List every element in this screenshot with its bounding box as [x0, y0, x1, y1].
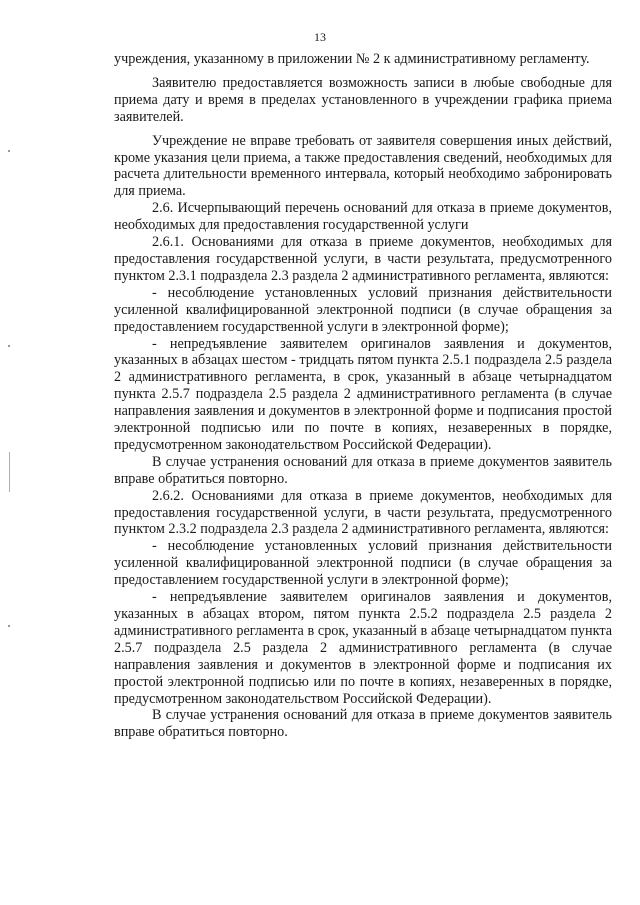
document-body	[114, 51, 612, 741]
section-heading-2-6: 2.6. Исчерпывающий перечень оснований для отказа в приеме документов, необходимых для предоставления государственной услуги	[114, 200, 612, 234]
scan-margin-dot	[8, 625, 10, 627]
page-number: 13	[314, 30, 326, 44]
clause-2-6-2: 2.6.2. Основаниями для отказа в приеме документов, необходимых для предоставления государственной услуги, в части результата, предусмотренного пунктом 2.3.2 подраздела 2.3 раздела 2 административного регламента, являются:	[114, 487, 612, 538]
list-item-originals-not-presented: - непредъявление заявителем оригиналов заявления и документов, указанных в абзацах втором, пятом пункта 2.5.2 подраздела 2.5 раздела 2 административного регламента в срок, указанный в абзаце четырнадцатом пункта 2.5.7 подраздела 2.5 раздела 2 административного регламента (в случае направления заявления и документов в электронной форме и подписания их простой электронной подписью или по почте в копиях, незаверенных в порядке, предусмотренном законодательством Российской Федерации).	[114, 589, 612, 707]
paragraph-no-extra-actions: Учреждение не вправе требовать от заявителя совершения иных действий, кроме указания цели приема, а также предоставления сведений, необходимых для расчета длительности временного интервала, который необходимо забронировать для приема.	[114, 132, 612, 200]
list-item-signature-validity: - несоблюдение установленных условий признания действительности усиленной квалифицированной электронной подписи (в случае обращения за предоставлением государственной услуги в электронной форме);	[114, 284, 612, 335]
clause-2-6-1: 2.6.1. Основаниями для отказа в приеме документов, необходимых для предоставления государственной услуги, в части результата, предусмотренного пунктом 2.3.1 подраздела 2.3 раздела 2 административного регламента, являются:	[114, 234, 612, 284]
paragraph-reapply: В случае устранения оснований для отказа в приеме документов заявитель вправе обратиться повторно.	[114, 453, 612, 487]
list-item-originals-not-presented: - непредъявление заявителем оригиналов заявления и документов, указанных в абзацах шестом - тридцать пятом пункта 2.5.1 подраздела 2.5 раздела 2 административного регламента, в срок, указанный в абзаце четырнадцатом пункта 2.5.7 подраздела 2.5 раздела 2 административного регламента (в случае направления заявления и документов в электронной форме и подписания простой электронной подписью или по почте в копиях, незаверенных в порядке, предусмотренном законодательством Российской Федерации).	[114, 335, 612, 453]
scan-margin-dot	[8, 345, 10, 347]
paragraph-appointment-booking: Заявителю предоставляется возможность записи в любые свободные для приема дату и время в пределах установленного в учреждении графика приема заявителей.	[114, 74, 612, 125]
scan-margin-dot	[8, 150, 10, 152]
list-item-signature-validity: - несоблюдение установленных условий признания действительности усиленной квалифицированной электронной подписи (в случае обращения за предоставлением государственной услуги в электронной форме);	[114, 538, 612, 589]
scan-margin-mark	[9, 452, 10, 492]
paragraph-reapply: В случае устранения оснований для отказа в приеме документов заявитель вправе обратиться повторно.	[114, 707, 612, 741]
paragraph-continuation: учреждения, указанному в приложении № 2 к административному регламенту.	[114, 51, 590, 67]
